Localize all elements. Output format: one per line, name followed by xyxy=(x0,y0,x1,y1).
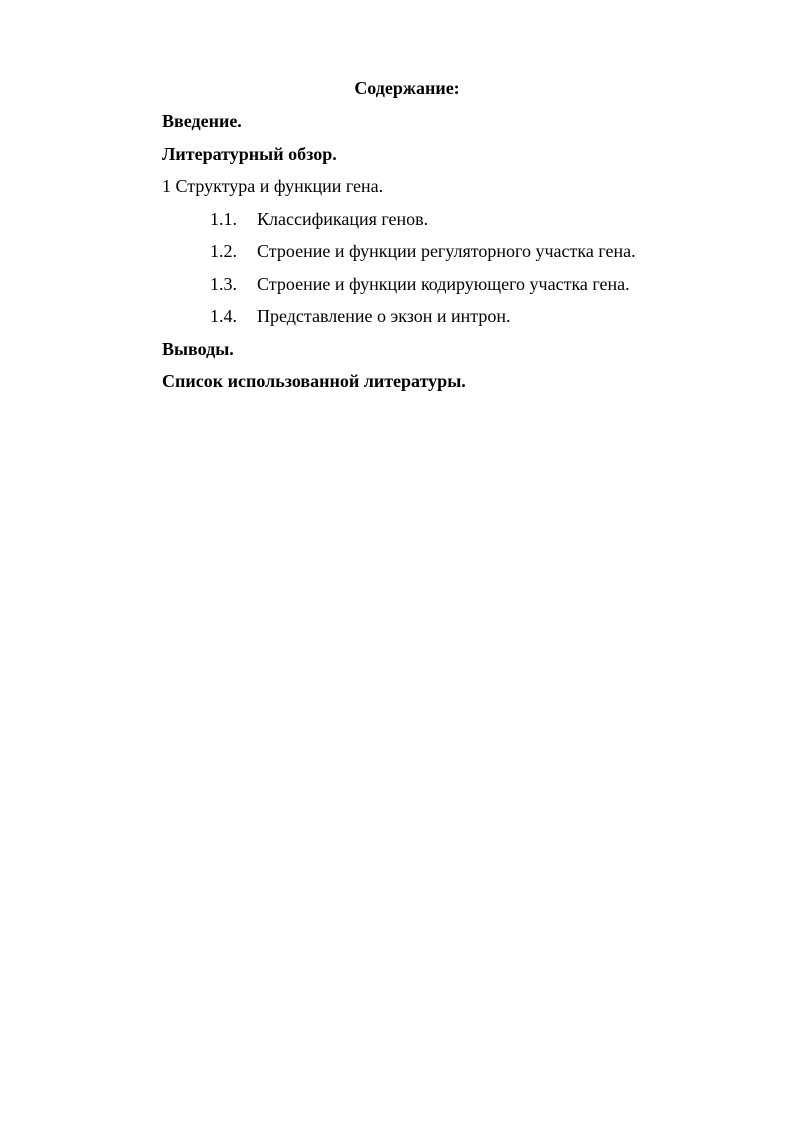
toc-item-conclusions: Выводы. xyxy=(162,338,234,359)
toc-subitem-text: Представление о экзон и интрон. xyxy=(257,306,511,326)
toc-item-references: Список использованной литературы. xyxy=(162,371,466,391)
toc-item-introduction: Введение. xyxy=(162,111,242,131)
table-of-contents xyxy=(162,76,702,402)
toc-subitem-1-2 xyxy=(162,239,702,263)
toc-item-chapter-1: 1 Структура и функции гена. xyxy=(162,176,384,196)
toc-subitem-1-1 xyxy=(162,207,702,231)
toc-subitem-number: 1.4. xyxy=(210,306,237,326)
toc-subitem-text: Классификация генов. xyxy=(257,208,429,229)
toc-subitem-1-3 xyxy=(162,272,702,296)
toc-item-literature-review: Литературный обзор. xyxy=(162,143,337,164)
toc-subitem-number: 1.2. xyxy=(210,241,237,261)
toc-subitem-text: Строение и функции регуляторного участка гена. xyxy=(257,241,636,261)
toc-subitem-number: 1.1. xyxy=(210,208,237,229)
toc-subitem-1-4 xyxy=(162,304,702,328)
toc-title: Содержание: xyxy=(354,78,460,98)
toc-subitem-number: 1.3. xyxy=(210,273,237,294)
toc-subitem-text: Строение и функции кодирующего участка гена. xyxy=(257,273,630,294)
